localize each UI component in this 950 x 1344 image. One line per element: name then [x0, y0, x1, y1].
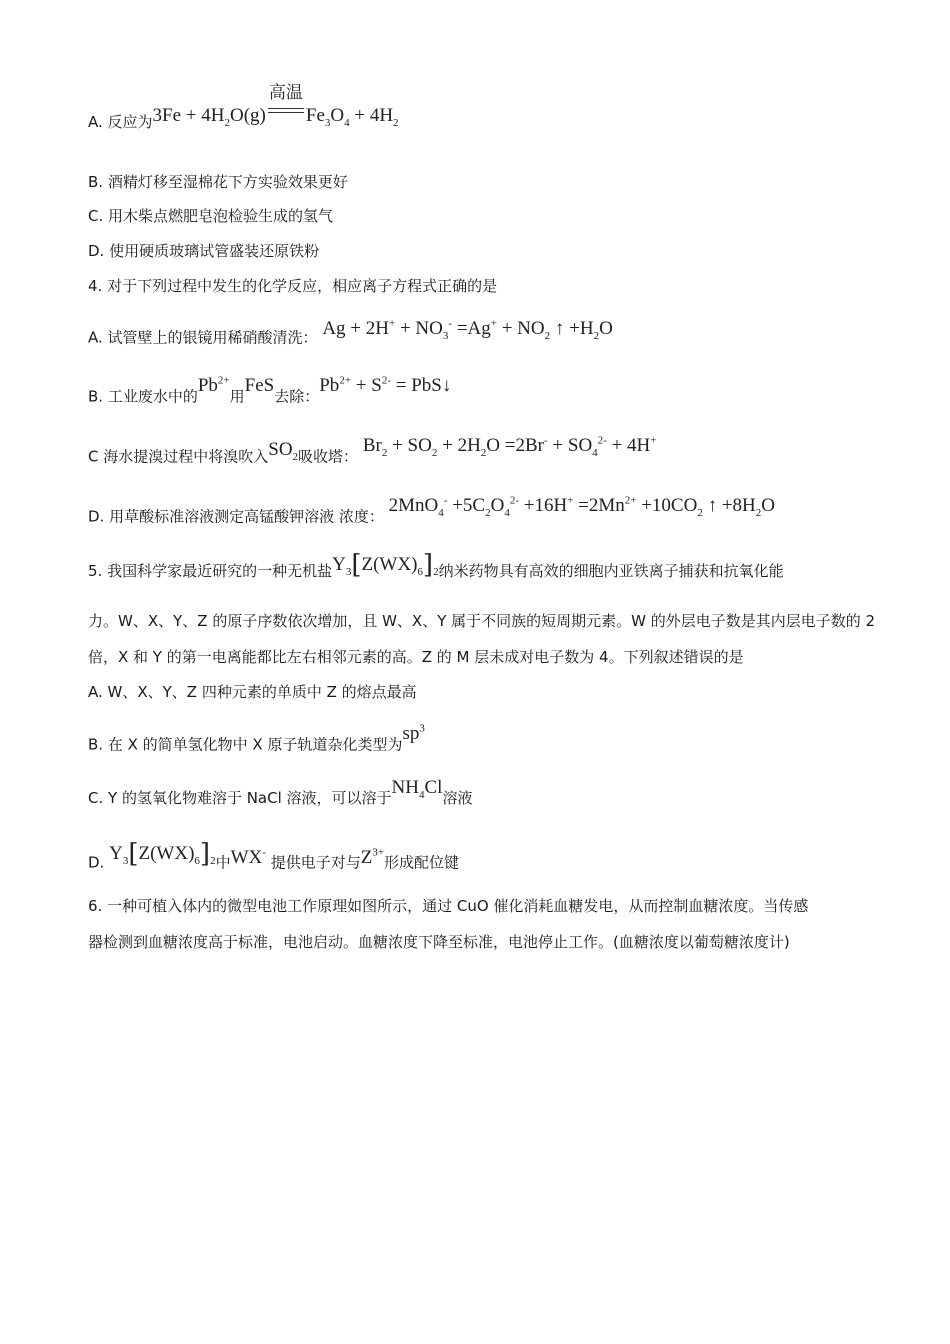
q3-condition	[266, 82, 306, 125]
q5-option-d-text3: 形成配位键	[384, 853, 460, 872]
q5-option-b	[88, 723, 425, 754]
q5-stem1-b: 纳米药物具有高效的细胞内亚铁离子捕获和抗氧化能	[438, 562, 784, 580]
q5-option-d-label: D.	[88, 853, 105, 872]
q4-option-c-text2: 吸收塔：	[298, 447, 359, 466]
q4-option-b-text2: 用	[229, 387, 245, 406]
q4-c-equation: $Br_2 + SO_2 + 2H_2O =2Br^- + SO_4^{2-} + 4H^+$	[362, 435, 657, 460]
q5-option-b-text: B. 在 X 的简单氢化物中 X 原子轨道杂化类型为	[88, 735, 403, 754]
q5-stem1-a: 5. 我国科学家最近研究的一种无机盐	[88, 562, 333, 580]
q5-option-c-text2: 溶液	[442, 789, 473, 807]
q4-stem: 4. 对于下列过程中发生的化学反应，相应离子方程式正确的是	[88, 277, 498, 295]
q4-option-b-text1: B. 工业废水中的	[88, 387, 198, 406]
q5-option-c	[88, 777, 473, 815]
q4-option-c-text1: C 海水提溴过程中将溴吹入	[88, 447, 269, 466]
q5-stem-line3: 倍，X 和 Y 的第一电离能都比左右相邻元素的高。Z 的 M 层未成对电子数为 4。下列叙述错误的是	[88, 648, 744, 666]
q3-option-d: D. 使用硬质玻璃试管盛装还原铁粉	[88, 242, 320, 260]
q4-a-equation: $Ag + 2H^+ + NO_3^- =Ag^+ + NO_2$ ↑ $+H_2O$	[322, 318, 613, 343]
q5-option-a: A. W、X、Y、Z 四种元素的单质中 Z 的熔点最高	[88, 683, 417, 701]
q3-equation-right: $Fe_3O_4 + 4H_2$	[305, 105, 399, 129]
q4-option-a	[88, 318, 613, 354]
q3-condition-text: 高温	[268, 82, 303, 103]
q6-line2: 器检测到血糖浓度高于标准，电池启动。血糖浓度下降至标准，电池停止工作。(血糖浓度以葡萄糖浓度计)	[88, 933, 790, 951]
q5-d-z3: $Z^{3+}$	[360, 847, 385, 869]
q5-option-c-text1: C. Y 的氢氧化物难溶于 NaCl 溶液，可以溶于	[88, 789, 392, 807]
q3-option-c: C. 用木柴点燃肥皂泡检验生成的氢气	[88, 207, 334, 225]
q5-option-d-text1: 中	[215, 853, 231, 872]
q5-option-d-text2: 提供电子对与	[270, 853, 361, 872]
q5-stem-line2: 力。W、X、Y、Z 的原子序数依次增加，且 W、X、Y 属于不同族的短周期元素。W 的外层电子数是其内层电子数的 2	[88, 612, 876, 630]
q4-option-d-text: D. 用草酸标准溶液测定高锰酸钾溶液 浓度：	[88, 507, 384, 526]
q5-formula: $Y_3[Z(WX)_6]_2$	[332, 550, 439, 580]
q4-option-b	[88, 375, 452, 406]
q4-option-b-text3: 去除：	[274, 387, 320, 406]
q5-c-nh4cl: $NH_4Cl$	[391, 777, 443, 801]
q4-option-a-text: A. 试管壁上的银镜用稀硝酸清洗：	[88, 328, 318, 347]
q4-b-fes: FeS	[244, 375, 275, 397]
q5-stem-line1	[88, 550, 784, 588]
q5-b-sp3: $sp^3$	[402, 723, 425, 745]
q3-equation-left: $3Fe + 4H_2O(g)$	[152, 105, 266, 129]
q4-b-equation: $Pb^{2+} + S^{2-}$ = PbS↓	[319, 375, 452, 397]
q5-option-d	[88, 839, 460, 879]
q3-option-a-text: A. 反应为	[88, 113, 153, 131]
q6-line1: 6. 一种可植入体内的微型电池工作原理如图所示，通过 CuO 催化消耗血糖发电，从而控制血糖浓度。当传感	[88, 897, 809, 915]
q5-d-formula: $Y_3[Z(WX)_6]_2$	[109, 839, 216, 870]
q5-d-wx: WX-	[230, 847, 266, 869]
q4-option-d	[88, 495, 775, 533]
q4-option-c	[88, 435, 657, 473]
q3-option-b: B. 酒精灯移至湿棉花下方实验效果更好	[88, 173, 348, 191]
q3-option-a	[88, 82, 399, 139]
q4-b-ion: $Pb^{2+}$	[197, 375, 230, 397]
q4-c-so2: $SO_2$	[268, 439, 299, 464]
q4-d-equation: $2MnO_4^- +5C_2O_4^{2-} +16H^+ =2Mn^{2+} +10CO_2$ ↑ $+8H_2O$	[388, 495, 775, 520]
